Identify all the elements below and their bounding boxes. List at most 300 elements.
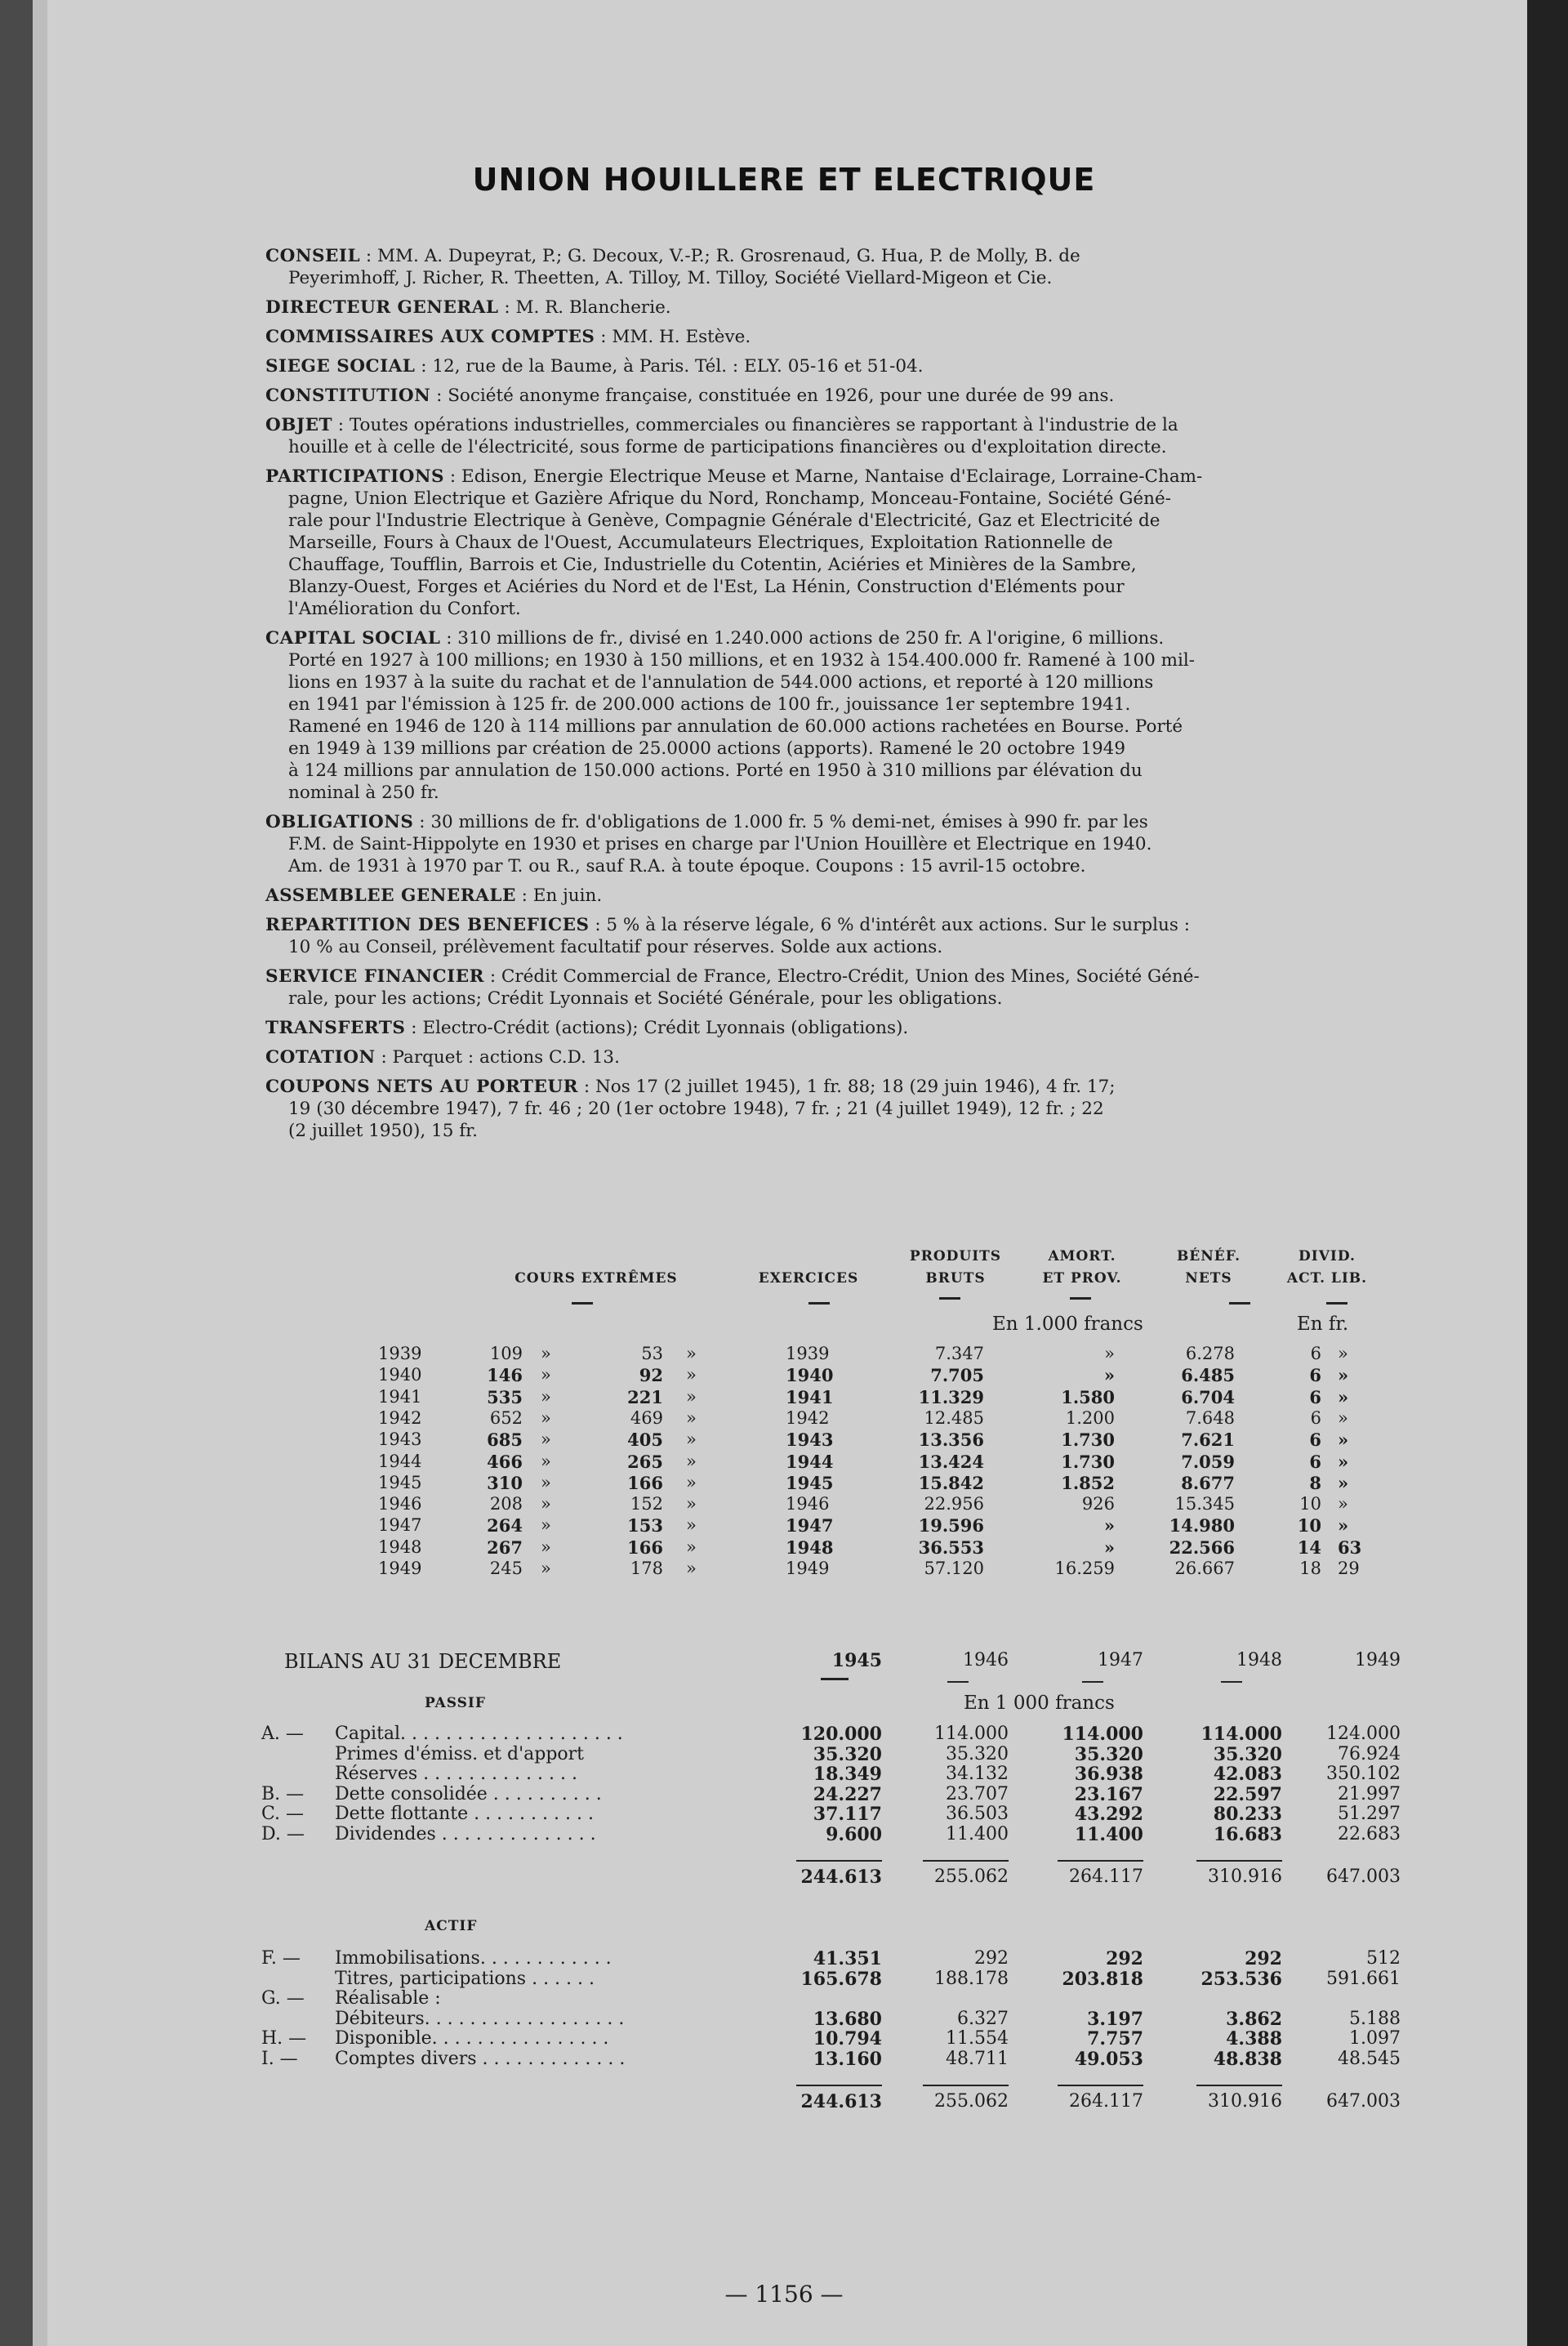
year-dash [821,1678,849,1680]
entry-line: Porté en 1927 à 100 millions; en 1930 à 150 millions, et en 1932 à 154.400.000 fr. Ramené à 100 mil- [288,650,1196,671]
actif-row [0,1948,1494,1969]
guillemet: » [686,1515,697,1536]
value-cell: 253.536 [1200,1968,1282,1990]
actif-label: ACTIF [425,1918,478,1934]
value-cell: 512 [1366,1948,1401,1969]
entry-line: (2 juillet 1950), 15 fr. [288,1121,478,1141]
table-row [0,1537,1494,1557]
header-dash [1326,1302,1348,1305]
benef-cell: 6.485 [1181,1365,1235,1386]
exercice-cell: 1944 [786,1451,834,1472]
year-cell: 1942 [378,1407,422,1428]
year-header: 1948 [1236,1650,1282,1670]
entry-line: M. R. Blancherie. [515,297,671,318]
header-benef-2: NETS [1185,1270,1232,1287]
total-rule [1058,2085,1143,2086]
value-cell: 7.757 [1087,2028,1143,2049]
total-rule [923,2085,1009,2086]
value-cell: 203.818 [1062,1968,1143,1990]
table-row [0,1387,1494,1407]
passif-row [0,1724,1494,1745]
total-cell: 647.003 [1326,2091,1401,2112]
benef-cell: 6.278 [1185,1344,1235,1363]
cours-hi-cell: 652 [489,1407,523,1428]
value-cell: 114.000 [934,1724,1009,1744]
year-cell: 1948 [378,1536,422,1557]
produits-cell: 36.553 [918,1536,984,1558]
value-cell: 114.000 [1062,1724,1143,1745]
entry-line: lions en 1937 à la suite du rachat et de l'annulation de 544.000 actions, et reporté à 120 millions [288,672,1154,693]
row-code: C. — [261,1804,305,1824]
value-cell: 35.320 [813,1743,882,1765]
year-cell: 1941 [378,1386,422,1407]
year-header: 1946 [963,1650,1009,1670]
produits-cell: 57.120 [924,1559,984,1578]
entry-line: Am. de 1931 à 1970 par T. ou R., sauf R.A. à toute époque. Coupons : 15 avril-15 octobre. [288,856,1086,876]
row-label: Réalisable : [335,1988,441,2009]
exercice-cell: 1949 [786,1559,830,1578]
year-cell: 1940 [378,1365,422,1385]
header-benef-1: BÉNÉF. [1176,1248,1241,1264]
row-label: Disponible. . . . . . . . . . . . . . . . [335,2028,609,2049]
row-label: Dette flottante . . . . . . . . . . . [335,1804,594,1824]
value-cell: 21.997 [1338,1783,1401,1804]
guillemet: » [541,1472,551,1492]
benef-cell: 15.345 [1174,1494,1235,1514]
value-cell: 76.924 [1338,1743,1401,1764]
row-label: Primes d'émiss. et d'apport [335,1743,585,1764]
divid-cell: 6 [1309,1429,1321,1451]
table-row [0,1429,1494,1449]
entry-line: Crédit Commercial de France, Electro-Crédit, Union des Mines, Société Géné- [501,966,1200,987]
produits-cell: 12.485 [924,1407,984,1428]
table-row [0,1365,1494,1385]
produits-cell: 13.356 [918,1429,984,1451]
value-cell: 23.707 [946,1783,1009,1804]
cours-hi-cell: 109 [489,1344,523,1363]
value-cell: 22.597 [1213,1783,1282,1805]
actif-row [0,1988,1494,2009]
info-entry: PARTICIPATIONS : Edison, Energie Electrique Meuse et Marne, Nantaise d'Eclairage, Lorraine-Cham- pagne, Union Electrique et Gazière Afrique du Nord, Ronchamp, Monceau-Fontaine, Société Géné- rale pour l'Industrie Electrique à Genève, Compagnie Générale d'Electricité, Gaz et Electricité de Marseille, Fours à Chaux de l'Ouest, Accumulateurs Electriques, Exploitation Rationnelle de Chauffage, Toufflin, Barrois et Cie, Industrielle du Cotentin, Aciéries et Minières de la Sambre, Blanzy-Ouest, Forges et Aciéries du Nord et de l'Est, La Hénin, Construction d'Eléments pour l'Amélioration du Confort. [265,466,1482,620]
entry-label: REPARTITION DES BENEFICES [265,915,590,935]
value-cell: 1.097 [1349,2028,1401,2049]
exercice-cell: 1939 [786,1344,830,1363]
entry-label: OBLIGATIONS [265,812,414,832]
guillemet: » [541,1365,551,1385]
divid-cell: 14 [1297,1536,1321,1558]
total-cell: 647.003 [1326,1867,1401,1887]
info-entry: CONSTITUTION : Société anonyme française, constituée en 1926, pour une durée de 99 ans. [265,386,1115,406]
row-label: Dividendes . . . . . . . . . . . . . . [335,1823,596,1844]
total-cell: 264.117 [1069,1867,1143,1887]
divid2-cell: 63 [1338,1536,1362,1558]
info-entry: ASSEMBLEE GENERALE : En juin. [265,885,603,906]
entry-line: Toutes opérations industrielles, commerciales ou financières se rapportant à l'industrie de la [349,415,1178,435]
produits-cell: 11.329 [918,1386,984,1407]
guillemet: » [686,1344,697,1363]
guillemet: » [541,1429,551,1450]
actif-row [0,2028,1494,2049]
guillemet: » [686,1407,697,1428]
value-cell: 11.400 [1074,1823,1143,1845]
header-dash [808,1302,830,1305]
passif-row [0,1744,1494,1765]
passif-row [0,1784,1494,1805]
page-title: UNION HOUILLERE ET ELECTRIQUE [472,162,1096,198]
value-cell: 120.000 [800,1724,882,1745]
entry-line: 10 % au Conseil, prélèvement facultatif pour réserves. Solde aux actions. [288,937,943,957]
value-cell: 4.388 [1226,2028,1282,2049]
total-rule [796,1860,882,1862]
divid2-cell: » [1338,1515,1349,1536]
total-cell: 244.613 [800,2091,882,2112]
cours-hi-cell: 245 [489,1559,523,1578]
divid-cell: 6 [1309,1451,1321,1472]
bilans-table [0,1642,1494,2197]
produits-cell: 15.842 [918,1472,984,1493]
header-exercices: EXERCICES [758,1270,859,1287]
value-cell: 9.600 [826,1823,882,1845]
header-divid-2: ACT. LIB. [1286,1270,1368,1287]
divid-cell: 10 [1297,1515,1321,1536]
year-dash [947,1681,969,1683]
divid2-cell: 29 [1338,1559,1360,1578]
guillemet: » [686,1472,697,1492]
header-dash [1229,1302,1250,1305]
guillemet: » [541,1386,551,1407]
guillemet: » [686,1365,697,1385]
cours-lo-cell: 152 [630,1494,663,1514]
guillemet: » [541,1344,551,1363]
total-rule [923,1860,1009,1862]
benef-cell: 26.667 [1174,1559,1235,1578]
divid2-cell: » [1338,1494,1348,1514]
cours-hi-cell: 535 [487,1386,523,1407]
row-label: Capital. . . . . . . . . . . . . . . . . . . . [335,1724,623,1744]
value-cell: 5.188 [1349,2008,1401,2029]
info-entry: CAPITAL SOCIAL : 310 millions de fr., divisé en 1.240.000 actions de 250 fr. A l'origine, 6 millions. Porté en 1927 à 100 millions; en 1930 à 150 millions, et en 1932 à 154.400.000 fr. Ramené à 100 mil- lions en 1937 à la suite du rachat et de l'annulation de 544.000 actions, et reporté à 120 millions en 1941 par l'émission à 125 fr. de 200.000 actions de 100 fr., jouissance 1er septembre 1941. Ramené en 1946 de 120 à 114 millions par annulation de 60.000 actions rachetées en Bourse. Porté en 1949 à 139 millions par création de 25.0000 actions (apports). Ramené le 20 octobre 1949 à 124 millions par annulation de 150.000 actions. Porté en 1950 à 310 millions par élévation du nominal à 250 fr. [265,627,1482,804]
header-divid-1: DIVID. [1298,1248,1356,1264]
benef-cell: 7.059 [1181,1451,1235,1472]
value-cell: 34.132 [946,1764,1009,1784]
row-label: Comptes divers . . . . . . . . . . . . . [335,2048,626,2069]
entry-line: Société anonyme française, constituée en 1926, pour une durée de 99 ans. [448,386,1115,406]
entry-line: l'Amélioration du Confort. [288,599,521,619]
entry-line: Ramené en 1946 de 120 à 114 millions par annulation de 60.000 actions rachetées en Bourse. Porté [288,716,1183,737]
value-cell: 80.233 [1213,1804,1282,1825]
entry-line: Parquet : actions C.D. 13. [392,1047,620,1068]
benef-cell: 7.621 [1181,1429,1235,1451]
amort-cell: » [1103,1515,1115,1536]
value-cell: 6.327 [957,2008,1009,2029]
value-cell: 41.351 [813,1948,882,1969]
entry-line: 12, rue de la Baume, à Paris. Tél. : ELY. 05-16 et 51-04. [432,356,924,377]
divid-cell: 6 [1310,1344,1321,1363]
row-label: Titres, participations . . . . . . [335,1968,595,1989]
passif-row [0,1824,1494,1845]
cours-lo-cell: 178 [630,1559,663,1578]
entry-label: ASSEMBLEE GENERALE [265,885,516,906]
value-cell: 13.680 [813,2008,882,2030]
guillemet: » [686,1451,697,1471]
divid-cell: 6 [1309,1365,1321,1386]
header-produits-1: PRODUITS [909,1248,1002,1264]
guillemet: » [541,1407,551,1428]
header-produits-2: BRUTS [925,1270,986,1287]
guillemet: » [686,1386,697,1407]
amort-cell: 926 [1081,1494,1115,1514]
entry-line: rale, pour les actions; Crédit Lyonnais et Société Générale, pour les obligations. [288,988,1003,1009]
divid2-cell: » [1338,1451,1349,1472]
value-cell: 48.711 [946,2048,1009,2069]
bilans-title: BILANS AU 31 DECEMBRE [284,1650,562,1673]
entry-label: CONSTITUTION [265,386,431,406]
row-label: Dette consolidée . . . . . . . . . . [335,1783,602,1804]
info-entry: TRANSFERTS : Electro-Crédit (actions); Crédit Lyonnais (obligations). [265,1018,909,1038]
exercice-cell: 1940 [786,1365,834,1386]
passif-total-row [0,1867,1494,1888]
entry-line: en 1941 par l'émission à 125 fr. de 200.000 actions de 100 fr., jouissance 1er septembre 1941. [288,694,1131,715]
produits-cell: 19.596 [918,1515,984,1536]
entry-line: en 1949 à 139 millions par création de 25.0000 actions (apports). Ramené le 20 octobre 1949 [288,738,1126,759]
unit-en-fr: En fr. [1297,1313,1349,1335]
passif-label: PASSIF [425,1695,486,1711]
total-rule [1196,1860,1282,1862]
entry-label: DIRECTEUR GENERAL [265,297,499,318]
cours-lo-cell: 221 [627,1386,663,1407]
cours-lo-cell: 53 [641,1344,663,1363]
entry-line: Peyerimhoff, J. Richer, R. Theetten, A. Tilloy, M. Tilloy, Société Viellard-Migeon et Cie. [288,268,1053,288]
guillemet: » [686,1429,697,1450]
year-cell: 1943 [378,1429,422,1450]
divid2-cell: » [1338,1472,1349,1493]
benef-cell: 22.566 [1169,1536,1235,1558]
year-cell: 1939 [378,1344,422,1363]
cours-hi-cell: 208 [489,1494,523,1514]
entry-label: COMMISSAIRES AUX COMPTES [265,327,595,347]
row-code: F. — [261,1948,301,1969]
entry-line: Blanzy-Ouest, Forges et Aciéries du Nord et de l'Est, La Hénin, Construction d'Eléments pour [288,577,1125,597]
value-cell: 43.292 [1074,1804,1143,1825]
cours-hi-cell: 267 [487,1536,523,1558]
guillemet: » [541,1536,551,1557]
value-cell: 16.683 [1213,1823,1282,1845]
value-cell: 10.794 [813,2028,882,2049]
bilans-unit: En 1 000 francs [964,1693,1115,1714]
year-cell: 1944 [378,1451,422,1471]
amort-cell: 1.852 [1061,1472,1115,1493]
divid2-cell: » [1338,1407,1348,1428]
exercice-cell: 1943 [786,1429,834,1451]
entry-line: Electro-Crédit (actions); Crédit Lyonnais (obligations). [422,1018,909,1038]
value-cell: 3.862 [1226,2008,1282,2030]
actif-row [0,2049,1494,2070]
produits-cell: 22.956 [924,1494,984,1514]
entry-label: COUPONS NETS AU PORTEUR [265,1077,579,1097]
entry-line: 5 % à la réserve légale, 6 % d'intérêt aux actions. Sur le surplus : [606,915,1190,935]
info-entry: CONSEIL : MM. A. Dupeyrat, P.; G. Decoux, V.-P.; R. Grosrenaud, G. Hua, P. de Molly, B. de Peyerimhoff, J. Richer, R. Theetten, A. Tilloy, M. Tilloy, Société Viellard-Migeon et Cie. [265,245,1482,289]
entry-label: CONSEIL [265,246,361,266]
divid2-cell: » [1338,1429,1349,1451]
info-entry: SERVICE FINANCIER : Crédit Commercial de France, Electro-Crédit, Union des Mines, Société Géné- rale, pour les actions; Crédit Lyonnais et Société Générale, pour les obligations. [265,966,1482,1010]
entry-label: SIEGE SOCIAL [265,356,416,377]
divid-cell: 10 [1299,1494,1321,1514]
year-header: 1949 [1355,1650,1401,1670]
divid2-cell: » [1338,1344,1348,1363]
total-cell: 255.062 [934,1867,1009,1887]
amort-cell: » [1103,1365,1115,1386]
cours-lo-cell: 405 [627,1429,663,1451]
value-cell: 350.102 [1326,1764,1401,1784]
divid-cell: 6 [1309,1386,1321,1407]
guillemet: » [686,1494,697,1514]
guillemet: » [686,1536,697,1557]
benef-cell: 7.648 [1185,1407,1235,1428]
year-header-bold: 1945 [831,1650,882,1671]
exercice-cell: 1941 [786,1386,834,1407]
guillemet: » [541,1494,551,1514]
entry-line: 30 millions de fr. d'obligations de 1.000 fr. 5 % demi-net, émises à 990 fr. par les [430,812,1148,832]
value-cell: 3.197 [1087,2008,1143,2030]
guillemet: » [541,1451,551,1471]
cours-lo-cell: 153 [627,1515,663,1536]
produits-cell: 7.705 [930,1365,984,1386]
actif-total-row [0,2091,1494,2112]
amort-cell: 1.730 [1061,1429,1115,1451]
header-dash [1070,1297,1091,1300]
header-amort-1: AMORT. [1048,1248,1116,1264]
entry-line: 19 (30 décembre 1947), 7 fr. 46 ; 20 (1er octobre 1948), 7 fr. ; 21 (4 juillet 1949), 12 fr. ; 22 [288,1099,1104,1119]
value-cell: 292 [1245,1948,1282,1969]
value-cell: 24.227 [813,1783,882,1805]
value-cell: 23.167 [1074,1783,1143,1805]
info-entry: COTATION : Parquet : actions C.D. 13. [265,1047,620,1068]
total-cell: 255.062 [934,2091,1009,2112]
amort-cell: 1.200 [1065,1407,1115,1428]
cours-hi-cell: 310 [487,1472,523,1493]
value-cell: 35.320 [1074,1743,1143,1765]
value-cell: 292 [1106,1948,1143,1969]
table-row [0,1515,1494,1535]
value-cell: 36.503 [946,1804,1009,1824]
cours-hi-cell: 264 [487,1515,523,1536]
year-cell: 1947 [378,1515,422,1536]
info-entry: OBJET : Toutes opérations industrielles, commerciales ou financières se rapportant à l'industrie de la houille et à celle de l'électricité, sous forme de participations financières ou d'exploitation directe. [265,414,1482,458]
page-number: — 1156 — [724,2281,844,2308]
info-entry: OBLIGATIONS : 30 millions de fr. d'obligations de 1.000 fr. 5 % demi-net, émises à 990 fr. par les F.M. de Saint-Hippolyte en 1930 et prises en charge par l'Union Houillère et Electrique en 1940. Am. de 1931 à 1970 par T. ou R., sauf R.A. à toute époque. Coupons : 15 avril-15 octobre. [265,811,1482,877]
table-row [0,1494,1494,1514]
entry-line: rale pour l'Industrie Electrique à Genève, Compagnie Générale d'Electricité, Gaz et Electricité de [288,511,1160,531]
divid2-cell: » [1338,1365,1349,1386]
value-cell: 165.678 [800,1968,882,1990]
info-entry: SIEGE SOCIAL : 12, rue de la Baume, à Paris. Tél. : ELY. 05-16 et 51-04. [265,356,924,377]
value-cell: 35.320 [946,1743,1009,1764]
value-cell: 11.400 [946,1823,1009,1844]
entry-label: COTATION [265,1047,376,1068]
info-entry: COMMISSAIRES AUX COMPTES : MM. H. Estève. [265,327,751,347]
year-header: 1947 [1098,1650,1143,1670]
value-cell: 591.661 [1326,1968,1401,1989]
amort-cell: » [1103,1536,1115,1558]
header-dash [572,1302,593,1305]
cours-lo-cell: 265 [627,1451,663,1472]
total-cell: 264.117 [1069,2091,1143,2112]
value-cell: 13.160 [813,2048,882,2070]
passif-row [0,1764,1494,1785]
total-rule [1058,1860,1143,1862]
table-row [0,1408,1494,1428]
produits-cell: 13.424 [918,1451,984,1472]
row-code: G. — [261,1988,305,2009]
total-cell: 310.916 [1208,2091,1282,2112]
entry-line: nominal à 250 fr. [288,783,439,803]
value-cell: 48.545 [1338,2048,1401,2069]
entry-line: 310 millions de fr., divisé en 1.240.000 actions de 250 fr. A l'origine, 6 millions. [457,628,1165,649]
value-cell: 48.838 [1213,2048,1282,2070]
value-cell: 37.117 [813,1804,882,1825]
row-code: B. — [261,1783,305,1804]
cours-exercices-table [0,1242,1494,1593]
row-code: D. — [261,1823,305,1844]
table-row [0,1559,1494,1578]
total-rule [1196,2085,1282,2086]
amort-cell: 1.730 [1061,1451,1115,1472]
table-row [0,1473,1494,1492]
row-code: I. — [261,2048,298,2069]
entry-line: houille et à celle de l'électricité, sous forme de participations financières ou d'exploitation directe. [288,437,1167,457]
cours-lo-cell: 469 [630,1407,663,1428]
row-code: H. — [261,2028,307,2049]
value-cell: 188.178 [934,1968,1009,1989]
cours-lo-cell: 92 [639,1365,663,1386]
entry-label: PARTICIPATIONS [265,466,445,487]
actif-row [0,2009,1494,2030]
info-entry: COUPONS NETS AU PORTEUR : Nos 17 (2 juillet 1945), 1 fr. 88; 18 (29 juin 1946), 4 fr. 17; 19 (30 décembre 1947), 7 fr. 46 ; 20 (1er octobre 1948), 7 fr. ; 21 (4 juillet 1949), 12 fr. ; 22 (2 juillet 1950), 15 fr. [265,1076,1482,1142]
entry-line: En juin. [532,885,603,906]
row-code: A. — [261,1724,304,1744]
entry-line: MM. A. Dupeyrat, P.; G. Decoux, V.-P.; R. Grosrenaud, G. Hua, P. de Molly, B. de [377,246,1080,266]
produits-cell: 7.347 [934,1344,984,1363]
value-cell: 114.000 [1200,1724,1282,1745]
benef-cell: 6.704 [1181,1386,1235,1407]
entry-label: OBJET [265,415,332,435]
entry-label: TRANSFERTS [265,1018,406,1038]
exercice-cell: 1947 [786,1515,834,1536]
entry-line: Edison, Energie Electrique Meuse et Marne, Nantaise d'Eclairage, Lorraine-Cham- [461,466,1203,487]
exercice-cell: 1945 [786,1472,834,1493]
header-amort-2: ET PROV. [1042,1270,1122,1287]
cours-hi-cell: 466 [487,1451,523,1472]
exercice-cell: 1946 [786,1494,830,1514]
exercice-cell: 1942 [786,1407,830,1428]
guillemet: » [541,1559,551,1578]
divid-cell: 6 [1310,1407,1321,1428]
guillemet: » [686,1559,697,1578]
cours-lo-cell: 166 [627,1536,663,1558]
entry-label: CAPITAL SOCIAL [265,628,441,649]
value-cell: 36.938 [1074,1764,1143,1785]
passif-row [0,1804,1494,1825]
divid-cell: 8 [1309,1472,1321,1493]
amort-cell: » [1104,1344,1115,1363]
cours-lo-cell: 166 [627,1472,663,1493]
info-entry: DIRECTEUR GENERAL : M. R. Blancherie. [265,297,671,318]
divid2-cell: » [1338,1386,1349,1407]
year-dash [1082,1681,1103,1683]
entry-line: Marseille, Fours à Chaux de l'Ouest, Accumulateurs Electriques, Exploitation Rationnelle de [288,533,1113,553]
value-cell: 11.554 [946,2028,1009,2049]
year-cell: 1949 [378,1559,422,1578]
